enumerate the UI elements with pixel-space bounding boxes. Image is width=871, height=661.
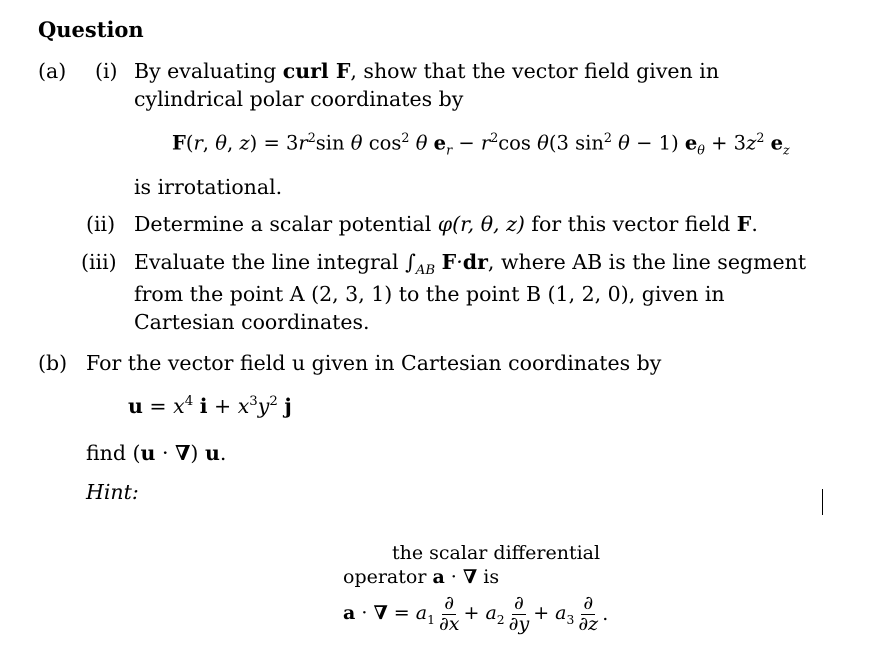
hint-label: Hint: (86, 480, 139, 504)
part-a-ii-text (134, 212, 758, 236)
part-a-iii-line2: from the point A (2, 3, 1) to the point B (1, 2, 0), given in (134, 282, 725, 306)
part-a-iii-line3: Cartesian coordinates. (134, 310, 370, 334)
part-b-label: (b) (38, 351, 68, 375)
hint-line2: operator a · ∇ is (343, 566, 500, 588)
field-f-symbol: F (736, 212, 752, 236)
line-integral-math: $\int_{AB}$ F·dr (405, 250, 488, 279)
part-a-ii-mid: for this vector field (524, 212, 737, 236)
question-heading: Question (38, 17, 144, 42)
part-b-line1: For the vector field u given in Cartesian coordinates by (86, 351, 662, 375)
scalar-potential-math: φ(r, θ, z) (437, 212, 525, 236)
part-a-iii-line1 (134, 250, 806, 278)
find-line: find (u · ∇) u. (86, 441, 227, 465)
part-a-ii-label: (ii) (86, 212, 116, 236)
part-a-i-line1-pre: By evaluating (134, 59, 283, 83)
curl-f-term: curl F (282, 59, 351, 83)
text-cursor (822, 489, 823, 515)
part-a-i-line1 (134, 59, 719, 83)
vector-field-u-equation: $u = x^4$ $i + x^3y^2$ j (128, 394, 292, 418)
part-a-i-line2: cylindrical polar coordinates by (134, 87, 464, 111)
hint-line1: the scalar differential (392, 542, 601, 564)
part-a-iii-label: (iii) (81, 250, 117, 274)
vector-field-equation: F(r, θ, $z) = 3r^2\sin$ θ $\cos^2 \theta$ $e_r - r^2\cos$ θ(3 $\sin^2 \theta - 1$) $e_\theta + 3z^2$ $e_z$ (172, 130, 790, 158)
part-a-i-line3: is irrotational. (134, 175, 283, 199)
part-a-iii-post: , where AB is the line segment (487, 250, 807, 274)
part-a-label: (a) (38, 59, 67, 83)
part-a-i-line1-post: , show that the vector field given in (350, 59, 720, 83)
part-a-iii-pre: Evaluate the line integral (134, 250, 406, 274)
part-a-ii-post: . (751, 212, 758, 236)
part-a-i-label: (i) (95, 59, 118, 83)
part-a-ii-pre: Determine a scalar potential (134, 212, 438, 236)
hint-operator-equation: a · ∇ = $a_1$ $\frac{\partial}{\partial x}$ + $a_2$ $\frac{\partial}{\partial y}$ + $a_3$ $\frac{\partial}{\partial z}$ . (343, 592, 609, 635)
